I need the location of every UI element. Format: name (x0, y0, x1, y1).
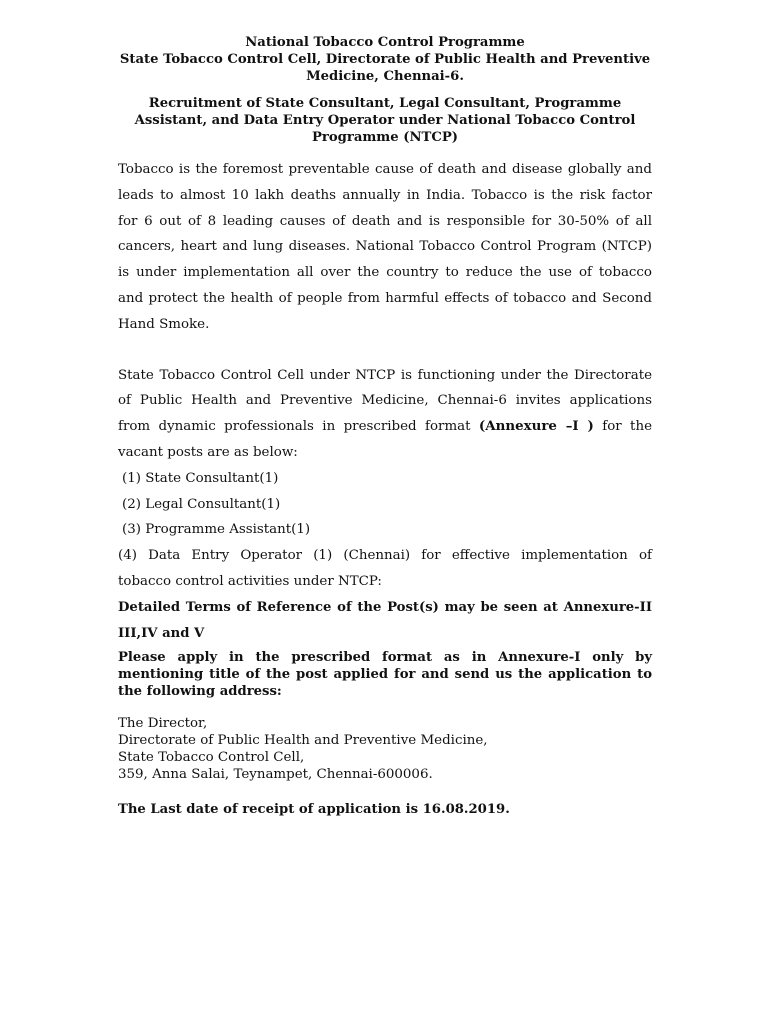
document-header (118, 34, 652, 85)
intro-line: is under implementation all over the country to reduce the use of tobacco (118, 265, 652, 281)
terms-of-reference (118, 595, 652, 647)
document-page (118, 34, 652, 818)
intro-line: Tobacco is the foremost preventable cause of death and disease globally and (118, 162, 652, 177)
intro-line: leads to almost 10 lakh deaths annually in India. Tobacco is the risk factor (118, 187, 652, 203)
cell-title: State Tobacco Control Cell, Directorate of Public Health and Preventive (119, 52, 651, 67)
cell-line: State Tobacco Control Cell under NTCP is functioning under the Directorate (118, 367, 652, 383)
post-item-line: (4) Data Entry Operator (1) (Chennai) for effective implementation of (118, 548, 652, 564)
post-item: (2) Legal Consultant(1) (122, 496, 281, 512)
recruitment-heading-line: Recruitment of State Consultant, Legal Consultant, Programme (148, 96, 622, 111)
annexure-reference: (Annexure –I ) (478, 418, 594, 435)
address-line: The Director, (118, 715, 208, 731)
terms-line: Detailed Terms of Reference of the Post(s) may be seen at Annexure-II (118, 599, 652, 615)
address-line: State Tobacco Control Cell, (118, 749, 305, 765)
recruitment-heading-line: Assistant, and Data Entry Operator under National Tobacco Control (134, 113, 636, 128)
apply-instructions (118, 649, 652, 700)
postal-address (118, 715, 652, 783)
intro-line: and protect the health of people from harmful effects of tobacco and Second (118, 290, 652, 306)
apply-line: Please apply in the prescribed format as in Annexure-I only by (118, 649, 652, 665)
post-item: (1) State Consultant(1) (122, 470, 279, 486)
programme-title: National Tobacco Control Programme (245, 35, 525, 50)
address-line: 359, Anna Salai, Teynampet, Chennai-600006. (118, 766, 433, 782)
post-item: (3) Programme Assistant(1) (122, 522, 311, 538)
recruitment-heading-line: Programme (NTCP) (311, 130, 459, 145)
intro-line: cancers, heart and lung diseases. National Tobacco Control Program (NTCP) (118, 239, 652, 255)
cell-line (118, 414, 652, 440)
intro-line: for 6 out of 8 leading causes of death and is responsible for 30-50% of all (118, 213, 652, 229)
apply-line: the following address: (118, 683, 282, 699)
cell-line: of Public Health and Preventive Medicine, Chennai-6 invites applications (118, 393, 652, 409)
address-line: Directorate of Public Health and Preventive Medicine, (118, 732, 488, 748)
cell-location: Medicine, Chennai-6. (306, 69, 464, 84)
last-date-notice: The Last date of receipt of application is 16.08.2019. (118, 801, 510, 817)
cell-line-text: for the (593, 419, 652, 435)
intro-paragraph (118, 157, 652, 338)
recruitment-heading (118, 95, 652, 146)
intro-line: Hand Smoke. (118, 316, 210, 332)
post-item (118, 543, 652, 595)
cell-paragraph (118, 363, 652, 466)
post-item-line: tobacco control activities under NTCP: (118, 573, 382, 589)
terms-line: III,IV and V (118, 625, 205, 641)
cell-line-text: from dynamic professionals in prescribed format (118, 419, 479, 435)
apply-line: mentioning title of the post applied for and send us the application to (118, 666, 652, 682)
posts-list (118, 466, 652, 595)
cell-line: vacant posts are as below: (118, 444, 298, 460)
